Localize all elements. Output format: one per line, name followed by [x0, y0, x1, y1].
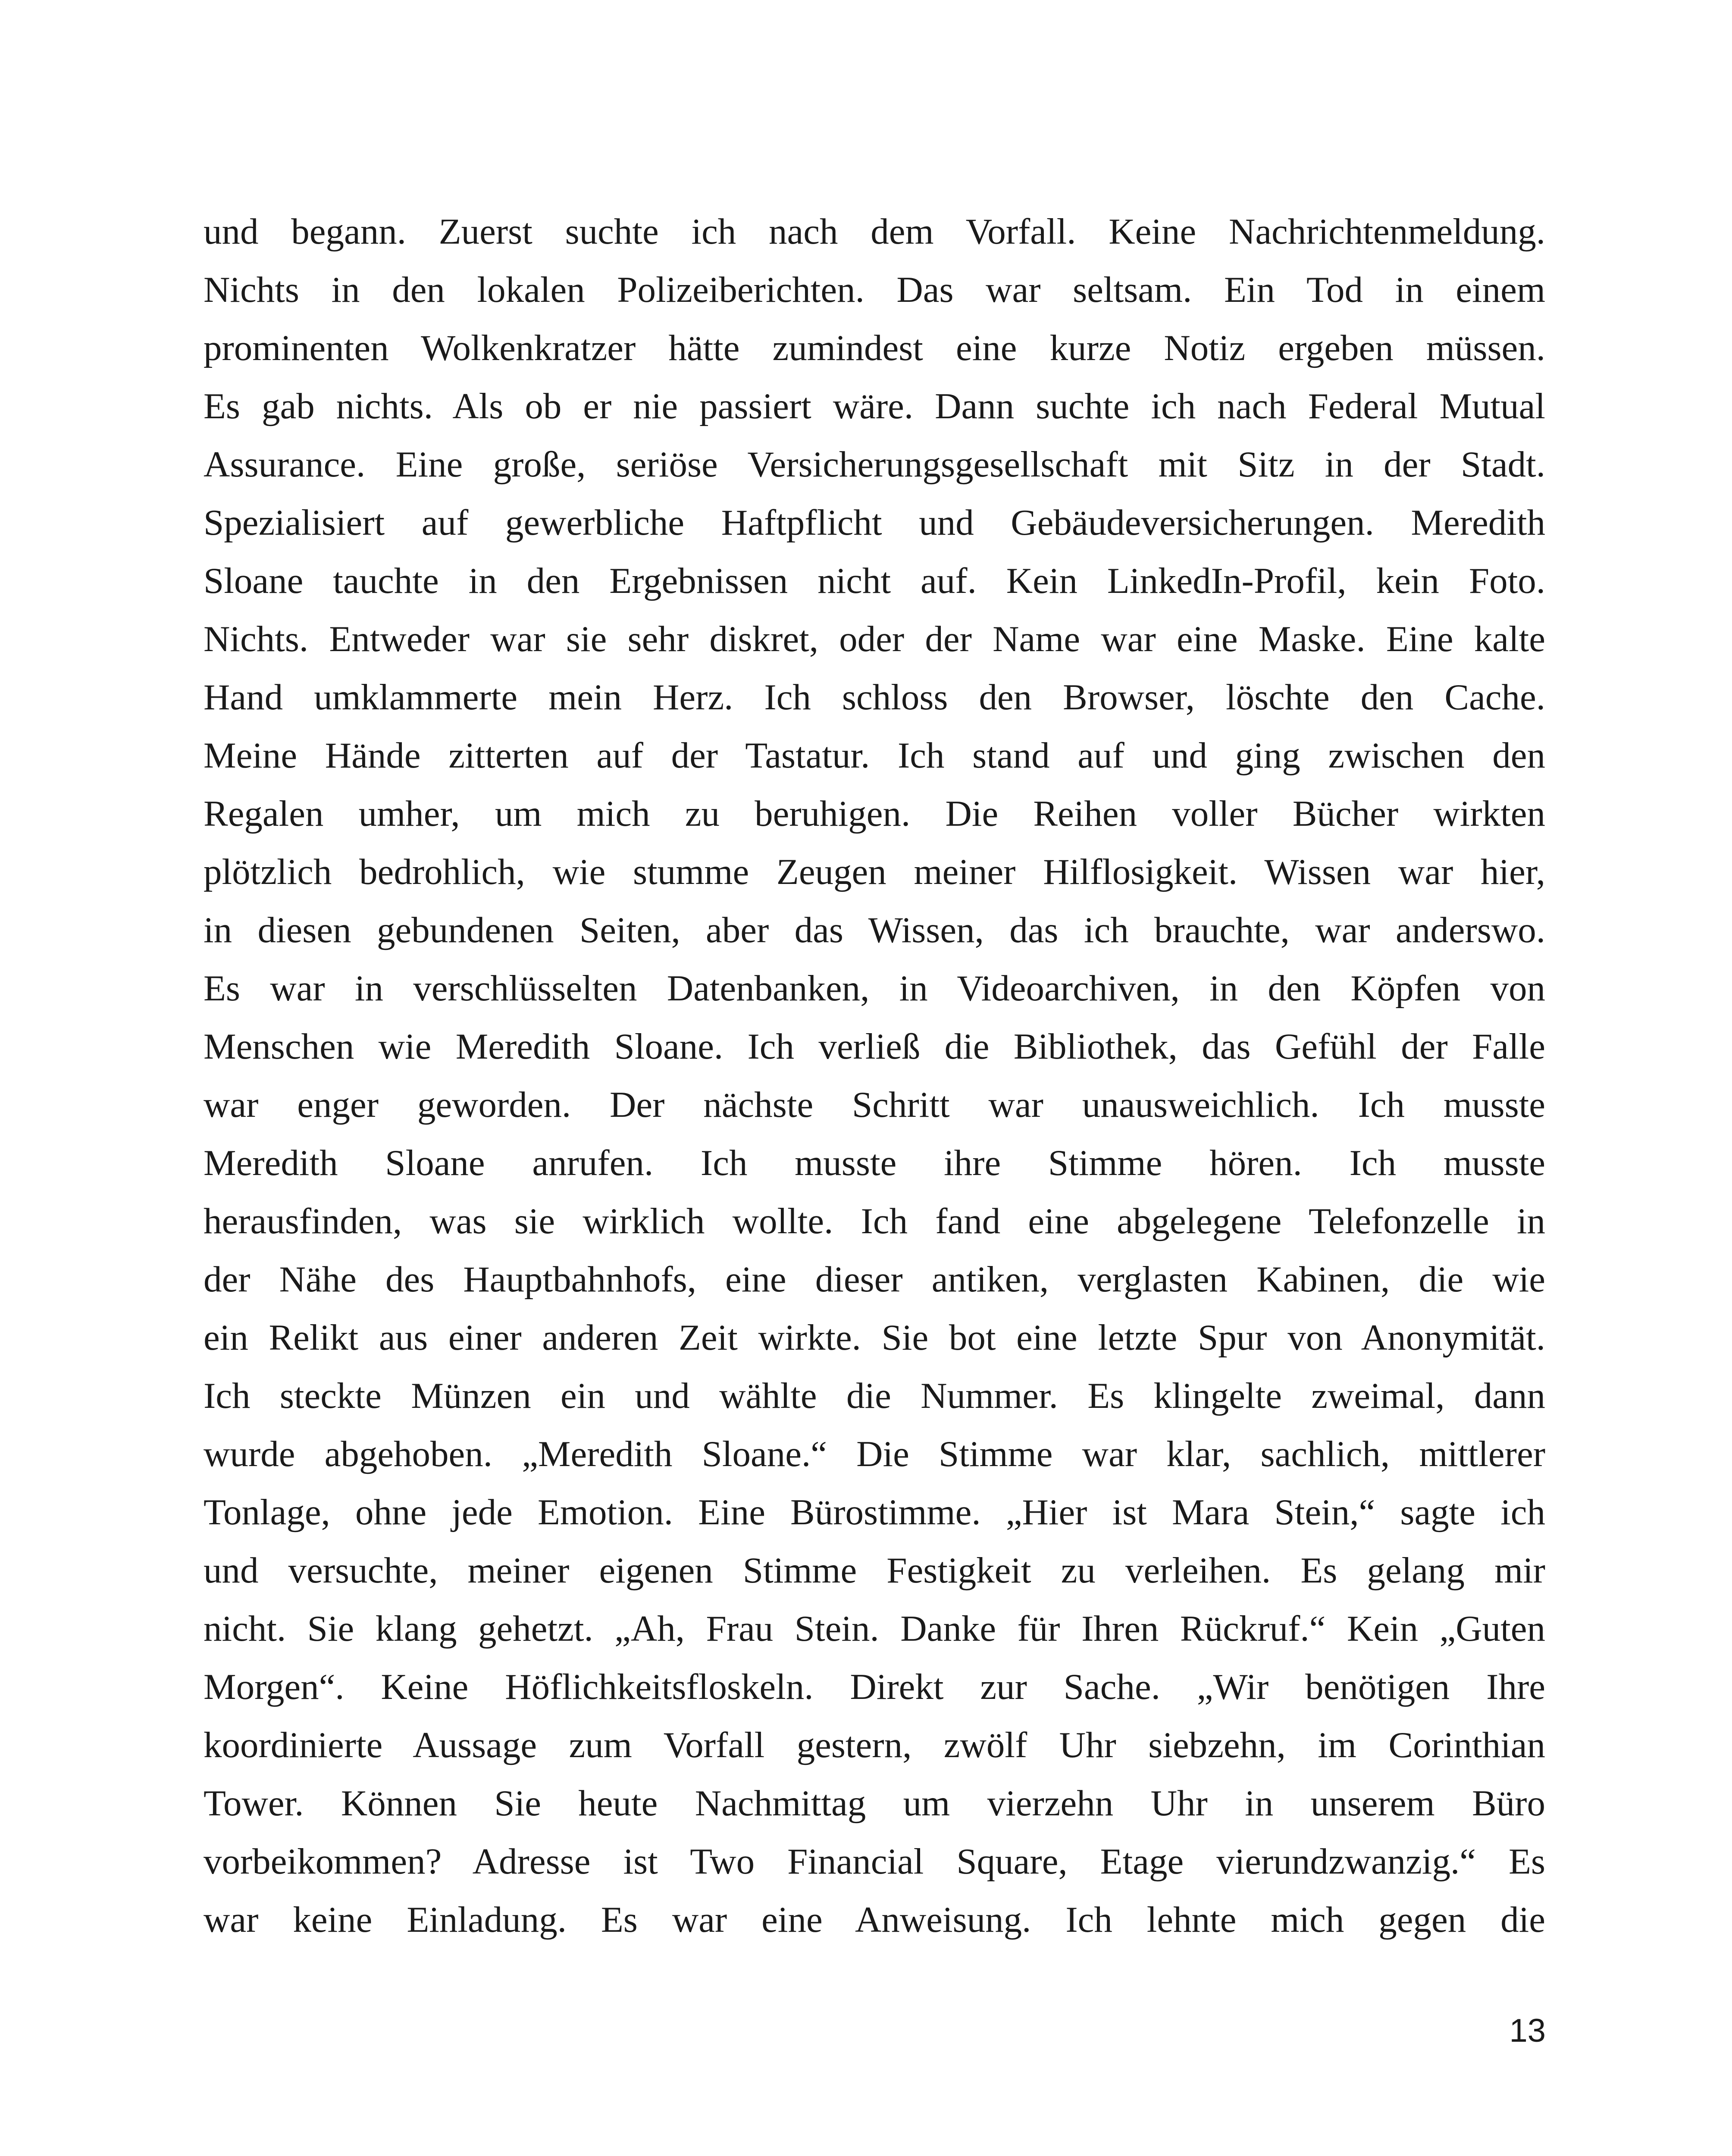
text-line: Ich steckte Münzen ein und wählte die Nummer. Es klingelte zweimal, dann	[204, 1376, 1545, 1416]
text-line: ein Relikt aus einer anderen Zeit wirkte. Sie bot eine letzte Spur von Anonymität.	[204, 1317, 1545, 1358]
text-line: Regalen umher, um mich zu beruhigen. Die Reihen voller Bücher wirkten	[204, 793, 1545, 834]
page-number: 13	[1509, 2012, 1546, 2049]
text-line: war keine Einladung. Es war eine Anweisung. Ich lehnte mich gegen die	[204, 1899, 1545, 1940]
text-line: Es war in verschlüsselten Datenbanken, in Videoarchiven, in den Köpfen von	[204, 968, 1545, 1009]
text-line: Es gab nichts. Als ob er nie passiert wäre. Dann suchte ich nach Federal Mutual	[204, 386, 1545, 426]
text-line: koordinierte Aussage zum Vorfall gestern, zwölf Uhr siebzehn, im Corinthian	[204, 1725, 1545, 1765]
text-line: Sloane tauchte in den Ergebnissen nicht auf. Kein LinkedIn-Profil, kein Foto.	[204, 561, 1545, 601]
text-line: Tower. Können Sie heute Nachmittag um vierzehn Uhr in unserem Büro	[204, 1783, 1545, 1824]
text-line: Nichts. Entweder war sie sehr diskret, oder der Name war eine Maske. Eine kalte	[204, 619, 1545, 659]
text-line: wurde abgehoben. „Meredith Sloane.“ Die Stimme war klar, sachlich, mittlerer	[204, 1434, 1545, 1474]
body-text	[204, 203, 1545, 1949]
text-line: Assurance. Eine große, seriöse Versicherungsgesellschaft mit Sitz in der Stadt.	[204, 444, 1545, 485]
text-line: Menschen wie Meredith Sloane. Ich verließ die Bibliothek, das Gefühl der Falle	[204, 1026, 1545, 1067]
text-line: und begann. Zuerst suchte ich nach dem Vorfall. Keine Nachrichtenmeldung.	[204, 211, 1545, 252]
text-line: vorbeikommen? Adresse ist Two Financial Square, Etage vierundzwanzig.“ Es	[204, 1841, 1545, 1882]
text-line: in diesen gebundenen Seiten, aber das Wissen, das ich brauchte, war anderswo.	[204, 910, 1545, 950]
text-line: und versuchte, meiner eigenen Stimme Festigkeit zu verleihen. Es gelang mir	[204, 1550, 1545, 1591]
text-line: Tonlage, ohne jede Emotion. Eine Bürostimme. „Hier ist Mara Stein,“ sagte ich	[204, 1492, 1545, 1532]
text-line: Nichts in den lokalen Polizeiberichten. Das war seltsam. Ein Tod in einem	[204, 270, 1545, 310]
text-line: Morgen“. Keine Höflichkeitsfloskeln. Direkt zur Sache. „Wir benötigen Ihre	[204, 1667, 1545, 1707]
text-line: war enger geworden. Der nächste Schritt war unausweichlich. Ich musste	[204, 1084, 1545, 1125]
text-line: Spezialisiert auf gewerbliche Haftpflicht und Gebäudeversicherungen. Meredith	[204, 502, 1545, 543]
text-line: plötzlich bedrohlich, wie stumme Zeugen meiner Hilflosigkeit. Wissen war hier,	[204, 852, 1545, 892]
text-line: Meine Hände zitterten auf der Tastatur. Ich stand auf und ging zwischen den	[204, 735, 1545, 776]
text-line: nicht. Sie klang gehetzt. „Ah, Frau Stein. Danke für Ihren Rückruf.“ Kein „Guten	[204, 1608, 1545, 1649]
text-line: der Nähe des Hauptbahnhofs, eine dieser antiken, verglasten Kabinen, die wie	[204, 1259, 1545, 1300]
text-line: prominenten Wolkenkratzer hätte zumindest eine kurze Notiz ergeben müssen.	[204, 328, 1545, 368]
text-line: Meredith Sloane anrufen. Ich musste ihre Stimme hören. Ich musste	[204, 1143, 1545, 1183]
text-line: herausfinden, was sie wirklich wollte. Ich fand eine abgelegene Telefonzelle in	[204, 1201, 1545, 1241]
text-line: Hand umklammerte mein Herz. Ich schloss den Browser, löschte den Cache.	[204, 677, 1545, 718]
